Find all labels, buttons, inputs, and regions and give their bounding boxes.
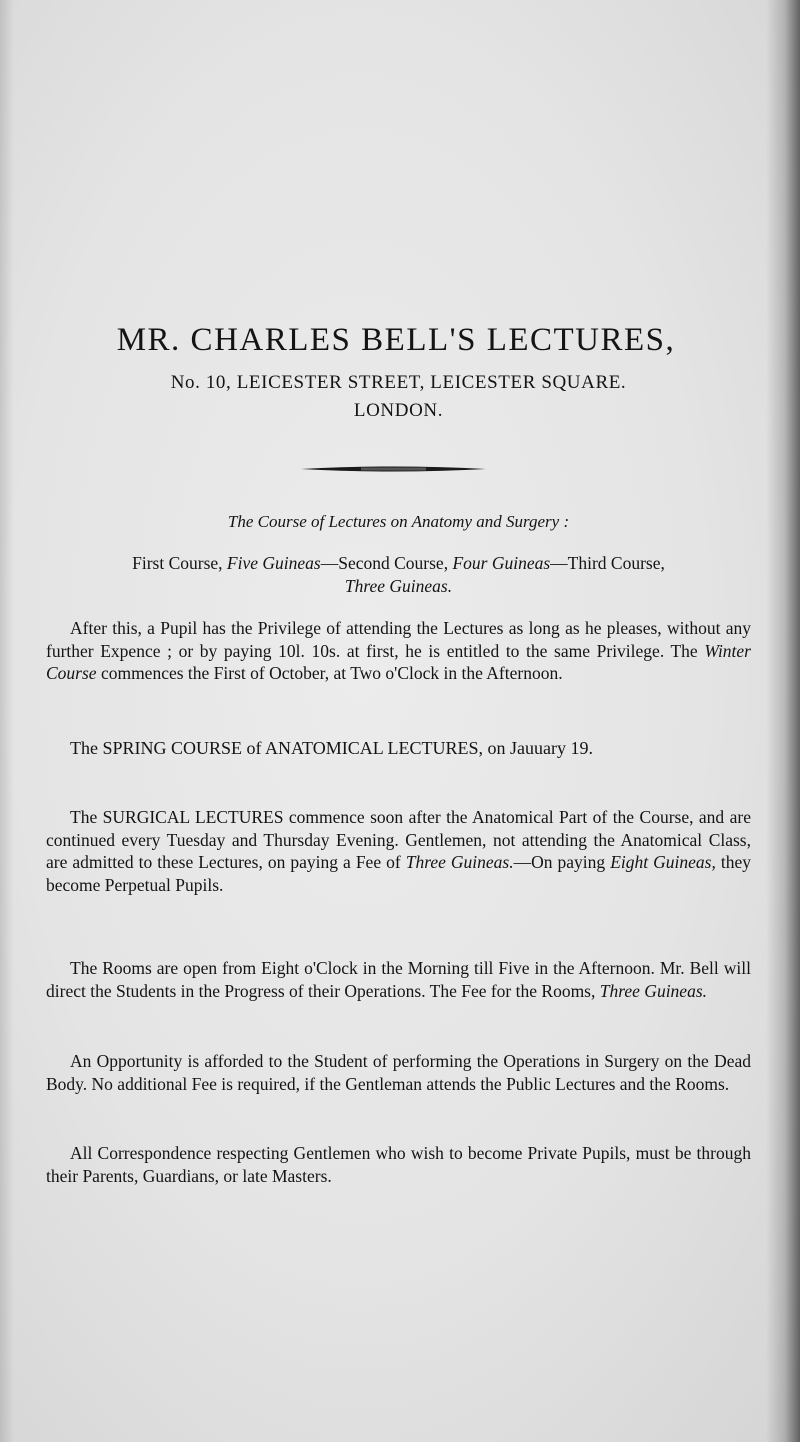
text-run-italic: Winter Course xyxy=(46,640,751,683)
address-line: No. 10, LEICESTER STREET, LEICESTER SQUARE. xyxy=(170,372,627,393)
text-run-italic: Three Guineas. xyxy=(405,852,514,872)
fee-schedule xyxy=(46,552,751,597)
fee-first-label: First Course, xyxy=(132,553,223,573)
text-run-italic: Three Guineas. xyxy=(599,980,708,1001)
city-line: LONDON. xyxy=(353,400,444,421)
text-run: —On paying xyxy=(513,852,611,872)
section-heading: The Course of Lectures on Anatomy and Surgery : xyxy=(227,512,570,531)
privilege-paragraph xyxy=(46,617,751,685)
text-run: The SPRING COURSE of ANATOMICAL LECTURES, on Jauuary 19. xyxy=(70,738,594,758)
surgical-lectures-paragraph xyxy=(46,806,751,896)
text-run: commences the First of October, at Two o'Clock in the Afternoon. xyxy=(96,663,563,683)
fee-third-price: Three Guineas. xyxy=(344,575,453,596)
text-run: All Correspondence respecting Gentlemen who wish to become Private Pupils, must be through their Parents, Guardians, or late Masters. xyxy=(46,1143,751,1186)
text-run: An Opportunity is afforded to the Student of performing the Operations in Surgery on the Dead Body. No additional Fee is required, if the Gentleman attends the Public Lectures and the Rooms. xyxy=(46,1051,751,1094)
operations-paragraph xyxy=(46,1050,751,1095)
fee-dash: — xyxy=(320,553,339,573)
fee-first-price: Five Guineas xyxy=(226,553,321,573)
page-left-shadow xyxy=(0,0,14,1442)
text-run: The Rooms are open from Eight o'Clock in the Morning till Five in the Afternoon. Mr. Bell will direct the Students in the Progress of their Operations. The Fee for the Rooms, xyxy=(46,958,751,1001)
spring-course-paragraph xyxy=(46,737,751,760)
page-title: MR. CHARLES BELL'S LECTURES, xyxy=(116,322,676,358)
ornamental-rule xyxy=(301,462,486,476)
text-run: they become Perpetual Pupils. xyxy=(46,852,751,895)
fee-dash: — xyxy=(550,553,568,573)
fee-third-label: Third Course, xyxy=(567,553,665,573)
text-run: After this, a Pupil has the Privilege of attending the Lectures as long as he pleases, without any further Expence ; or by paying 10l. 10s. at first, he is entitled to the same Privilege. The xyxy=(46,618,751,661)
correspondence-paragraph xyxy=(46,1142,751,1187)
fee-second-price: Four Guineas xyxy=(452,553,551,573)
text-run-italic: Eight Guineas, xyxy=(610,852,716,872)
text-run: The SURGICAL LECTURES commence soon after the Anatomical Part of the Course, and are continued every Tuesday and Thursday Evening. Gentlemen, not attending the Anatomical Class, are admitted to these Lectures, on paying a Fee of xyxy=(46,807,751,872)
page-gutter-shadow xyxy=(766,0,800,1442)
rooms-paragraph xyxy=(46,957,751,1002)
fee-second-label: Second Course, xyxy=(338,553,449,573)
